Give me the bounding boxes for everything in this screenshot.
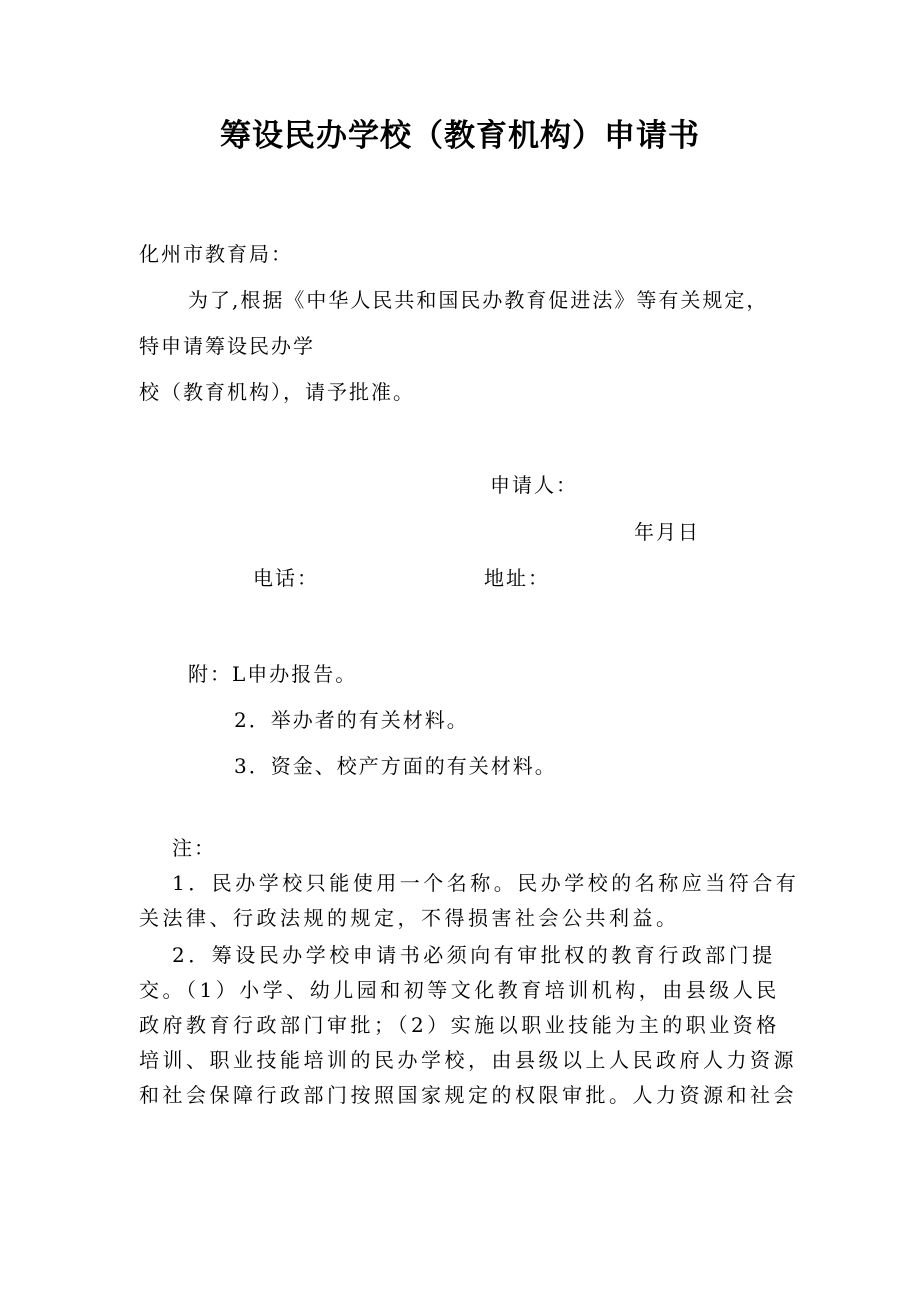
notes-heading: 注： (172, 836, 216, 860)
note-line: 1．民办学校只能使用一个名称。民办学校的名称应当符合有 (172, 871, 800, 895)
attachment-item-1: 附：L申办报告。 (188, 662, 358, 686)
note-line: 和社会保障行政部门按照国家规定的权限审批。人力资源和社会 (139, 1083, 797, 1107)
document-title: 筹设民办学校（教育机构）申请书 (220, 118, 700, 154)
body-line-1: 为了,根据《中华人民共和国民办教育促进法》等有关规定， (188, 288, 769, 312)
body-line-3: 校（教育机构），请予批准。 (139, 380, 415, 404)
note-line: 培训、职业技能培训的民办学校，由县级以上人民政府人力资源 (139, 1048, 797, 1072)
address-label: 地址： (484, 566, 550, 590)
note-line: 关法律、行政法规的规定，不得损害社会公共利益。 (139, 906, 680, 930)
date-label: 年月日 (634, 520, 700, 544)
phone-label: 电话： (253, 566, 319, 590)
note-line: 2．筹设民办学校申请书必须向有审批权的教育行政部门提 (172, 943, 776, 967)
body-line-2: 特申请筹设民办学 (139, 334, 315, 358)
addressee: 化州市教育局： (139, 242, 293, 266)
applicant-label: 申请人： (490, 473, 578, 497)
attachment-item-2: 2．举办者的有关材料。 (234, 708, 469, 732)
note-line: 政府教育行政部门审批；（2）实施以职业技能为主的职业资格 (139, 1013, 780, 1037)
attachment-item-3: 3．资金、校产方面的有关材料。 (234, 754, 557, 778)
note-line: 交。（1）小学、幼儿园和初等文化教育培训机构，由县级人民 (139, 978, 780, 1002)
